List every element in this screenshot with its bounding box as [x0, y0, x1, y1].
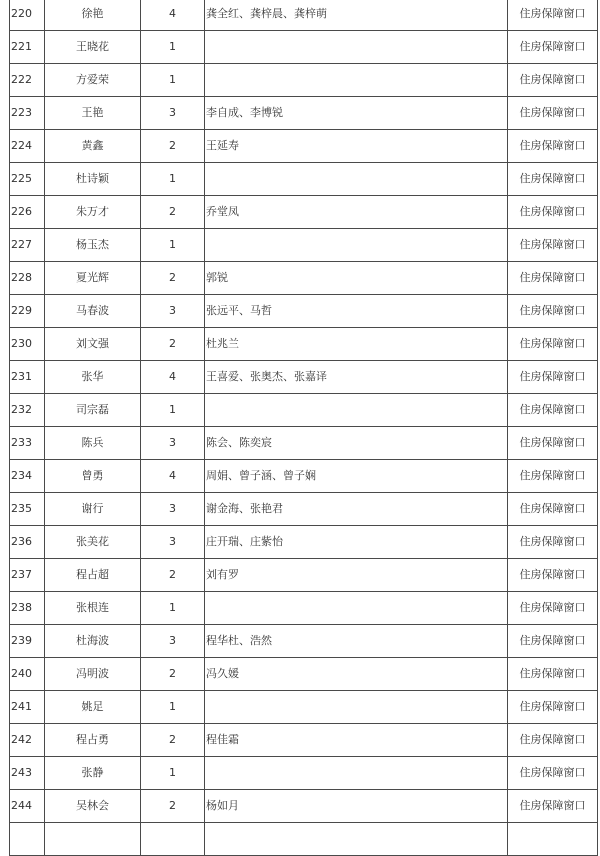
cell-household-size: 1 — [141, 163, 205, 196]
cell-applicant-name: 张华 — [45, 361, 141, 394]
cell-household-size: 2 — [141, 724, 205, 757]
cell-co-applicants: 张远平、马哲 — [205, 295, 508, 328]
cell-co-applicants — [205, 163, 508, 196]
table-row — [10, 229, 598, 262]
cell-serial-number: 223 — [10, 97, 45, 130]
cell-co-applicants: 王喜爱、张奥杰、张嘉译 — [205, 361, 508, 394]
cell-service-window: 住房保障窗口 — [508, 757, 598, 790]
cell-service-window — [508, 823, 598, 856]
housing-list-table-wrapper — [9, 0, 597, 856]
cell-household-size: 3 — [141, 526, 205, 559]
housing-list-table — [9, 0, 598, 856]
cell-applicant-name: 曾勇 — [45, 460, 141, 493]
cell-serial-number: 232 — [10, 394, 45, 427]
cell-service-window: 住房保障窗口 — [508, 229, 598, 262]
cell-service-window: 住房保障窗口 — [508, 196, 598, 229]
table-row — [10, 823, 598, 856]
cell-co-applicants: 王延寿 — [205, 130, 508, 163]
cell-household-size: 1 — [141, 229, 205, 262]
cell-co-applicants — [205, 823, 508, 856]
table-row — [10, 196, 598, 229]
cell-household-size: 2 — [141, 790, 205, 823]
table-body — [10, 0, 598, 856]
cell-service-window: 住房保障窗口 — [508, 559, 598, 592]
cell-co-applicants — [205, 394, 508, 427]
cell-applicant-name: 夏光辉 — [45, 262, 141, 295]
cell-applicant-name: 张美花 — [45, 526, 141, 559]
cell-service-window: 住房保障窗口 — [508, 460, 598, 493]
cell-applicant-name: 冯明波 — [45, 658, 141, 691]
cell-household-size: 2 — [141, 130, 205, 163]
table-row — [10, 97, 598, 130]
cell-household-size: 3 — [141, 493, 205, 526]
cell-service-window: 住房保障窗口 — [508, 0, 598, 31]
cell-household-size: 2 — [141, 559, 205, 592]
table-row — [10, 163, 598, 196]
cell-co-applicants: 程华杜、浩然 — [205, 625, 508, 658]
cell-household-size: 2 — [141, 328, 205, 361]
cell-serial-number: 220 — [10, 0, 45, 31]
table-row — [10, 559, 598, 592]
cell-serial-number: 226 — [10, 196, 45, 229]
cell-service-window: 住房保障窗口 — [508, 394, 598, 427]
cell-serial-number: 231 — [10, 361, 45, 394]
table-row — [10, 790, 598, 823]
cell-household-size: 3 — [141, 295, 205, 328]
cell-service-window: 住房保障窗口 — [508, 64, 598, 97]
cell-applicant-name: 徐艳 — [45, 0, 141, 31]
cell-serial-number: 239 — [10, 625, 45, 658]
cell-applicant-name: 朱万才 — [45, 196, 141, 229]
cell-household-size: 1 — [141, 592, 205, 625]
table-row — [10, 658, 598, 691]
cell-co-applicants: 陈会、陈奕宸 — [205, 427, 508, 460]
cell-applicant-name: 王艳 — [45, 97, 141, 130]
table-row — [10, 328, 598, 361]
cell-serial-number: 238 — [10, 592, 45, 625]
cell-service-window: 住房保障窗口 — [508, 658, 598, 691]
cell-service-window: 住房保障窗口 — [508, 97, 598, 130]
cell-serial-number: 227 — [10, 229, 45, 262]
cell-applicant-name: 张根连 — [45, 592, 141, 625]
cell-household-size: 2 — [141, 658, 205, 691]
cell-serial-number — [10, 823, 45, 856]
cell-serial-number: 228 — [10, 262, 45, 295]
cell-co-applicants — [205, 757, 508, 790]
cell-applicant-name: 司宗磊 — [45, 394, 141, 427]
cell-service-window: 住房保障窗口 — [508, 691, 598, 724]
cell-co-applicants: 杨如月 — [205, 790, 508, 823]
cell-household-size: 1 — [141, 757, 205, 790]
cell-household-size: 4 — [141, 460, 205, 493]
cell-applicant-name: 马春波 — [45, 295, 141, 328]
cell-applicant-name: 刘文强 — [45, 328, 141, 361]
cell-household-size: 1 — [141, 31, 205, 64]
cell-service-window: 住房保障窗口 — [508, 163, 598, 196]
cell-applicant-name: 杜海波 — [45, 625, 141, 658]
cell-household-size: 3 — [141, 427, 205, 460]
cell-serial-number: 221 — [10, 31, 45, 64]
cell-applicant-name: 谢行 — [45, 493, 141, 526]
cell-household-size: 4 — [141, 361, 205, 394]
cell-serial-number: 237 — [10, 559, 45, 592]
cell-household-size: 3 — [141, 625, 205, 658]
cell-applicant-name: 黄鑫 — [45, 130, 141, 163]
cell-co-applicants: 冯久媛 — [205, 658, 508, 691]
table-row — [10, 262, 598, 295]
cell-co-applicants: 刘有罗 — [205, 559, 508, 592]
cell-service-window: 住房保障窗口 — [508, 790, 598, 823]
cell-household-size: 1 — [141, 394, 205, 427]
cell-applicant-name: 程占勇 — [45, 724, 141, 757]
table-row — [10, 64, 598, 97]
cell-household-size: 3 — [141, 97, 205, 130]
cell-co-applicants: 郭锐 — [205, 262, 508, 295]
cell-serial-number: 240 — [10, 658, 45, 691]
cell-applicant-name: 程占超 — [45, 559, 141, 592]
table-row — [10, 724, 598, 757]
cell-co-applicants — [205, 691, 508, 724]
cell-co-applicants: 谢金海、张艳君 — [205, 493, 508, 526]
table-row — [10, 295, 598, 328]
cell-co-applicants: 庄开瑞、庄紫怡 — [205, 526, 508, 559]
cell-serial-number: 236 — [10, 526, 45, 559]
cell-household-size — [141, 823, 205, 856]
cell-service-window: 住房保障窗口 — [508, 262, 598, 295]
table-row — [10, 0, 598, 31]
cell-serial-number: 225 — [10, 163, 45, 196]
cell-household-size: 2 — [141, 262, 205, 295]
cell-applicant-name: 杜诗颖 — [45, 163, 141, 196]
table-row — [10, 625, 598, 658]
cell-service-window: 住房保障窗口 — [508, 361, 598, 394]
cell-co-applicants — [205, 31, 508, 64]
table-row — [10, 691, 598, 724]
table-row — [10, 427, 598, 460]
cell-co-applicants — [205, 229, 508, 262]
table-row — [10, 394, 598, 427]
cell-serial-number: 230 — [10, 328, 45, 361]
cell-applicant-name: 张静 — [45, 757, 141, 790]
cell-co-applicants: 杜兆兰 — [205, 328, 508, 361]
cell-household-size: 1 — [141, 691, 205, 724]
cell-co-applicants: 程佳霜 — [205, 724, 508, 757]
cell-serial-number: 235 — [10, 493, 45, 526]
table-row — [10, 460, 598, 493]
table-row — [10, 526, 598, 559]
table-row — [10, 592, 598, 625]
cell-serial-number: 242 — [10, 724, 45, 757]
table-row — [10, 31, 598, 64]
cell-household-size: 4 — [141, 0, 205, 31]
table-row — [10, 130, 598, 163]
cell-serial-number: 233 — [10, 427, 45, 460]
cell-serial-number: 244 — [10, 790, 45, 823]
cell-service-window: 住房保障窗口 — [508, 526, 598, 559]
cell-applicant-name — [45, 823, 141, 856]
cell-service-window: 住房保障窗口 — [508, 493, 598, 526]
cell-applicant-name: 王晓花 — [45, 31, 141, 64]
cell-service-window: 住房保障窗口 — [508, 592, 598, 625]
cell-service-window: 住房保障窗口 — [508, 295, 598, 328]
cell-service-window: 住房保障窗口 — [508, 724, 598, 757]
cell-applicant-name: 陈兵 — [45, 427, 141, 460]
cell-serial-number: 234 — [10, 460, 45, 493]
cell-applicant-name: 杨玉杰 — [45, 229, 141, 262]
cell-serial-number: 241 — [10, 691, 45, 724]
cell-serial-number: 243 — [10, 757, 45, 790]
cell-serial-number: 224 — [10, 130, 45, 163]
cell-serial-number: 229 — [10, 295, 45, 328]
table-row — [10, 361, 598, 394]
cell-applicant-name: 姚足 — [45, 691, 141, 724]
cell-co-applicants — [205, 592, 508, 625]
cell-applicant-name: 方爱荣 — [45, 64, 141, 97]
cell-applicant-name: 吴林会 — [45, 790, 141, 823]
cell-serial-number: 222 — [10, 64, 45, 97]
cell-co-applicants: 龚全红、龚梓晨、龚梓萌 — [205, 0, 508, 31]
table-row — [10, 493, 598, 526]
cell-service-window: 住房保障窗口 — [508, 427, 598, 460]
cell-service-window: 住房保障窗口 — [508, 31, 598, 64]
table-row — [10, 757, 598, 790]
cell-co-applicants: 乔堂凤 — [205, 196, 508, 229]
cell-co-applicants: 周娟、曾子涵、曾子娴 — [205, 460, 508, 493]
cell-service-window: 住房保障窗口 — [508, 625, 598, 658]
cell-service-window: 住房保障窗口 — [508, 328, 598, 361]
cell-co-applicants — [205, 64, 508, 97]
cell-household-size: 1 — [141, 64, 205, 97]
cell-co-applicants: 李自成、李博锐 — [205, 97, 508, 130]
cell-service-window: 住房保障窗口 — [508, 130, 598, 163]
cell-household-size: 2 — [141, 196, 205, 229]
